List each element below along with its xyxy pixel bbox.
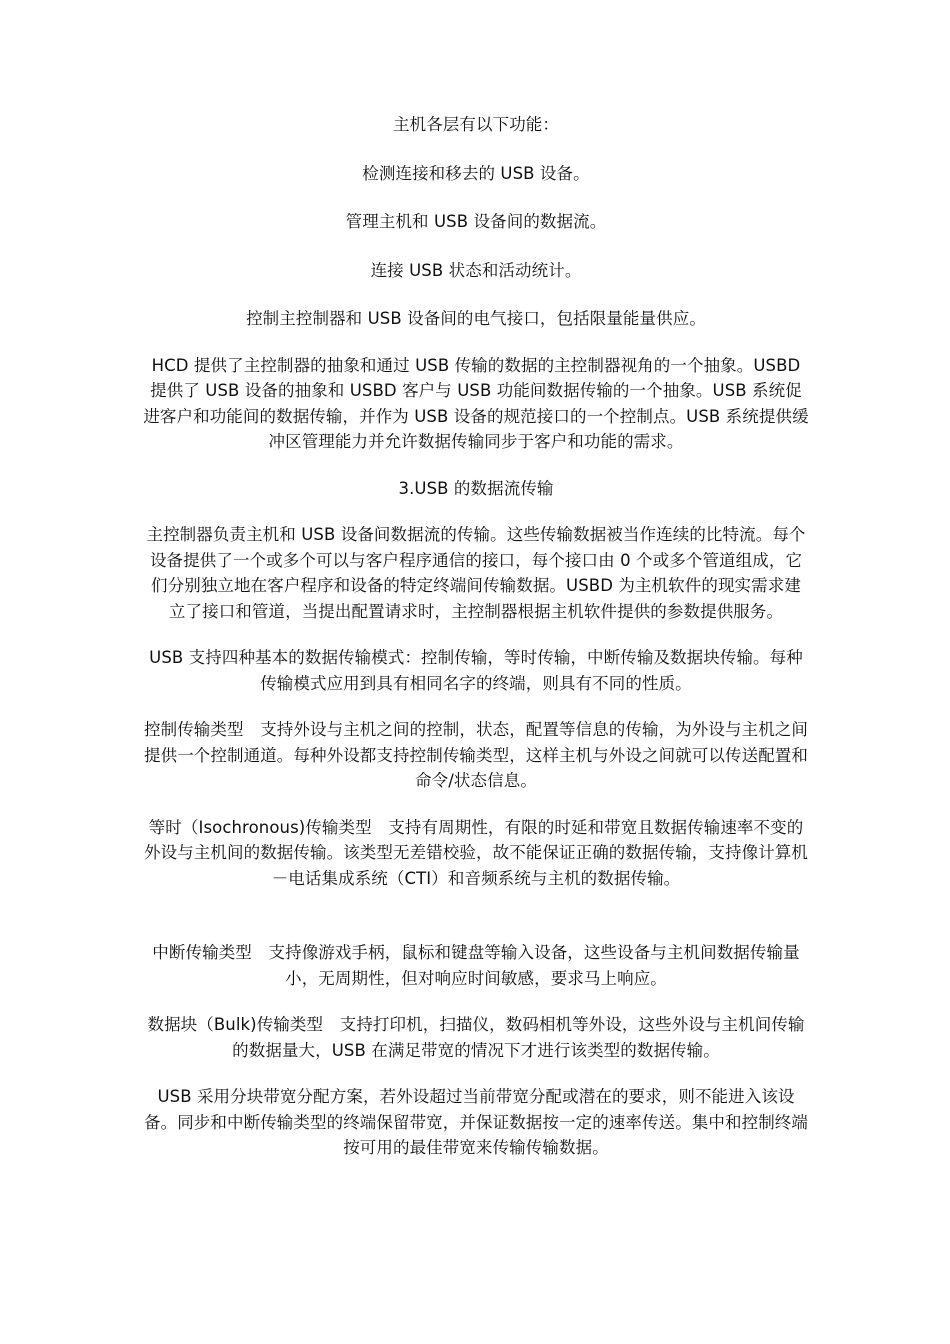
paragraph-hcd-usbd: HCD 提供了主控制器的抽象和通过 USB 传输的数据的主控制器视角的一个抽象。USBD 提供了 USB 设备的抽象和 USBD 客户与 USB 功能间数据传输的一个抽象。USB 系统促进客户和功能间的数据传输，并作为 USB 设备的规范接口的一个控制点。USB 系统提供缓冲区管理能力并允许数据传输同步于客户和功能的需求。 [143, 355, 809, 451]
paragraph-detect-devices: 检测连接和移去的 USB 设备。 [362, 163, 590, 183]
paragraph-bandwidth-allocation: USB 采用分块带宽分配方案，若外设超过当前带宽分配或潜在的要求，则不能进入该设备。同步和中断传输类型的终端保留带宽，并保证数据按一定的速率传送。集中和控制终端按可用的最佳带宽来传输传输数据。 [144, 1087, 808, 1157]
paragraph-control-transfer: 控制传输类型 支持外设与主机之间的控制，状态，配置等信息的传输，为外设与主机之间提供一个控制通道。每种外设都支持控制传输类型，这样主机与外设之间就可以传送配置和命令/状态信息。 [144, 720, 808, 790]
paragraph-electrical-interface: 控制主控制器和 USB 设备间的电气接口，包括限量能量供应。 [246, 309, 706, 328]
paragraph-transfer-modes: USB 支持四种基本的数据传输模式：控制传输，等时传输，中断传输及数据块传输。每种传输模式应用到具有相同名字的终端，则具有不同的性质。 [149, 648, 803, 693]
paragraph-manage-dataflow: 管理主机和 USB 设备间的数据流。 [345, 212, 607, 231]
paragraph-interrupt-transfer: 中断传输类型 支持像游戏手柄，鼠标和键盘等输入设备，这些设备与主机间数据传输量小，无周期性，但对响应时间敏感，要求马上响应。 [152, 943, 800, 988]
section-heading-dataflow: 3.USB 的数据流传输 [398, 478, 554, 498]
paragraph-host-layers-intro: 主机各层有以下功能： [393, 115, 559, 134]
document-page [143, 112, 809, 1161]
paragraph-bulk-transfer: 数据块（Bulk)传输类型 支持打印机，扫描仪，数码相机等外设，这些外设与主机间传输的数据量大，USB 在满足带宽的情况下才进行该类型的数据传输。 [147, 1015, 805, 1060]
paragraph-status-stats: 连接 USB 状态和活动统计。 [370, 260, 582, 280]
paragraph-isochronous-transfer: 等时（Isochronous)传输类型 支持有周期性，有限的时延和带宽且数据传输速率不变的外设与主机间的数据传输。该类型无差错校验，故不能保证正确的数据传输，支持像计算机－电话集成系统（CTI）和音频系统与主机的数据传输。 [144, 817, 808, 888]
paragraph-host-controller: 主控制器负责主机和 USB 设备间数据流的传输。这些传输数据被当作连续的比特流。每个设备提供了一个或多个可以与客户程序通信的接口，每个接口由 0 个或多个管道组成，它们分别独立地在客户程序和设备的特定终端间传输数据。USBD 为主机软件的现实需求建立了接口和管道，当提出配置请求时，主控制器根据主机软件提供的参数提供服务。 [146, 525, 806, 621]
